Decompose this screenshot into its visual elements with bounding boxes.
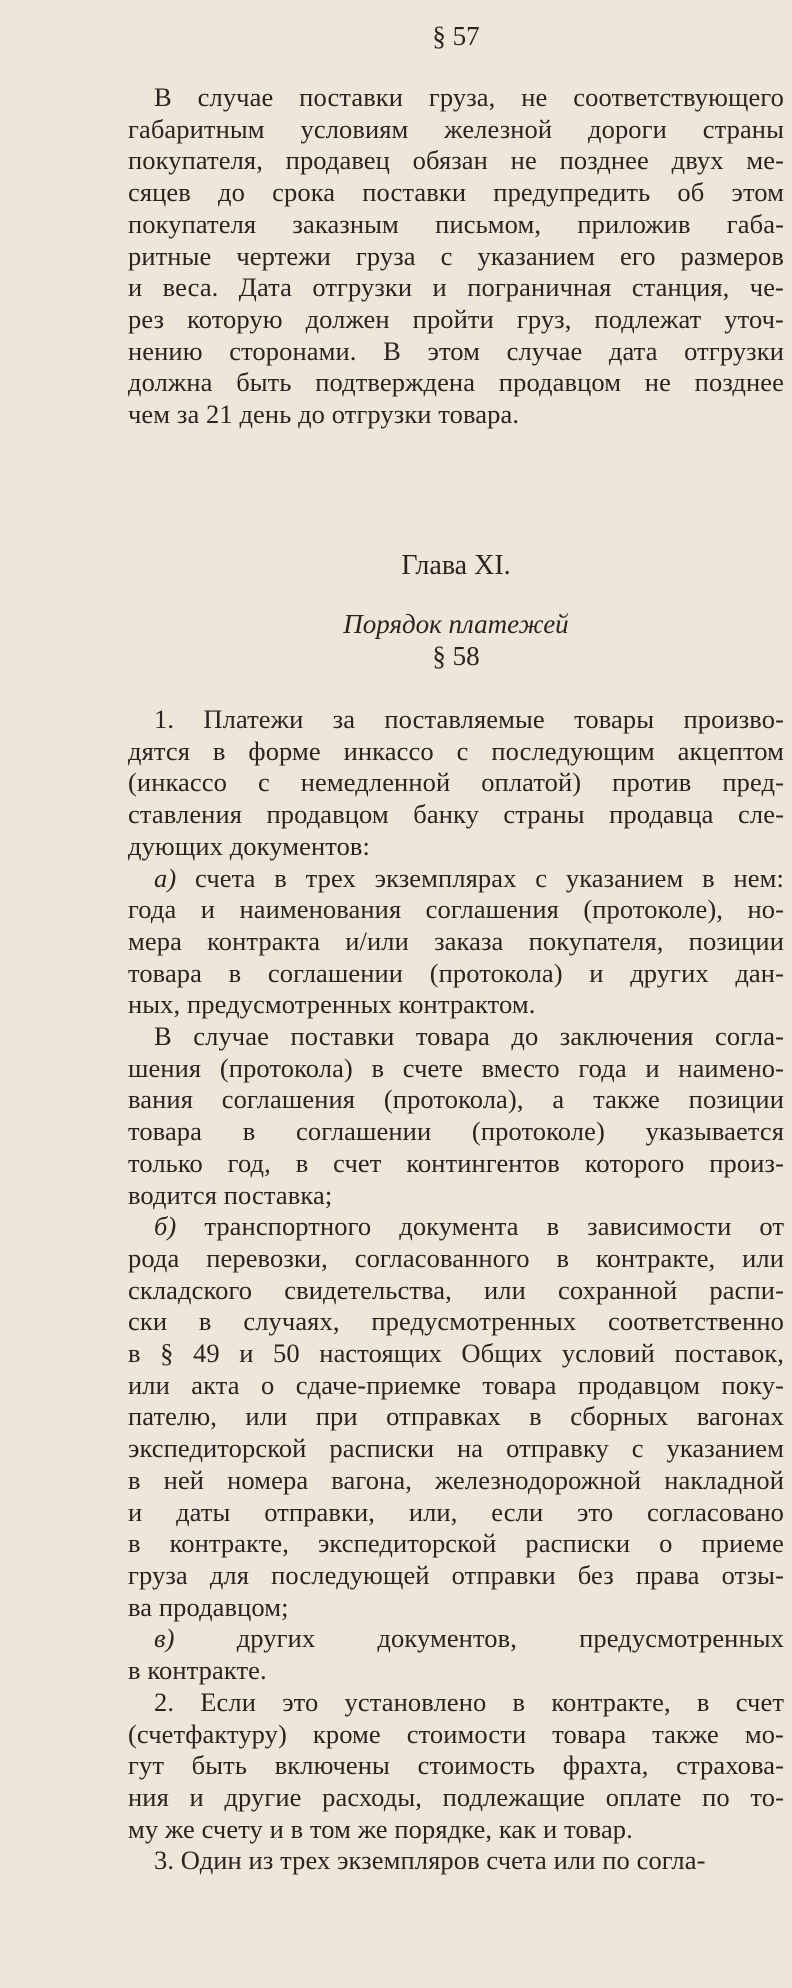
paragraph [128,1021,784,1211]
chapter-title: Глава XI. [401,550,511,581]
text-line [128,863,784,895]
list-letter: а) [154,862,177,893]
line-text: счета в трех экземплярах с указанием в нем: [176,862,784,893]
paragraph [128,1211,784,1623]
text-line: ния и другие расходы, подлежащие оплате по то- [128,1781,784,1812]
text-line: сяцев до срока поставки предупредить об этом [128,177,784,208]
paragraph [128,1687,784,1846]
text-line: в § 49 и 50 настоящих Общих условий поставок, [128,1338,784,1369]
section-58 [128,634,784,1877]
text-line: му же счету и в том же порядке, как и товар. [128,1813,633,1844]
text-line: покупателя заказным письмом, приложив габа- [128,208,784,239]
text-line: 2. Если это установлено в контракте, в счет [154,1686,784,1717]
text-line: чем за 21 день до отгрузки товара. [128,399,520,430]
text-line: мера контракта и/или заказа покупателя, позиции [128,925,784,956]
text-line [128,1211,784,1243]
text-line: рода перевозки, согласованного в контракте, или [128,1242,784,1273]
text-line: 3. Один из трех экземпляров счета или по согла- [154,1845,706,1876]
text-line: товара в соглашении (протокола) и других дан- [128,957,784,988]
text-line: (инкассо с немедленной оплатой) против пред- [128,767,784,798]
text-line: груза для последующей отправки без права отзы- [128,1559,784,1590]
text-line: шения (протокола) в счете вместо года и наимено- [128,1052,784,1083]
section-58-text [128,704,784,1877]
text-line: года и наименования соглашения (протоколе), но- [128,894,784,925]
text-line: гут быть включены стоимость фрахта, страхова- [128,1750,784,1781]
text-line: ритные чертежи груза с указанием его размеров [128,240,784,271]
chapter-subtitle: Порядок платежей [343,609,569,639]
text-line: нению сторонами. В этом случае дата отгрузки [128,335,784,366]
paragraph [128,1845,784,1877]
text-line: габаритным условиям железной дороги страны [128,113,784,144]
text-line: ва продавцом; [128,1591,289,1622]
text-line: (счетфактуру) кроме стоимости товара также мо- [128,1718,784,1749]
text-line: В случае поставки груза, не соответствующего [154,82,784,112]
section-57-heading: § 57 [432,21,480,51]
text-line: ных, предусмотренных контрактом. [128,989,536,1020]
chapter-heading [128,546,784,644]
section-58-heading: § 58 [432,641,480,671]
text-line: и веса. Дата отгрузки и пограничная станция, че- [128,272,784,303]
text-line: 1. Платежи за поставляемые товары произво- [154,704,784,734]
text-line: вания соглашения (протокола), а также позиции [128,1084,784,1115]
text-line: товара в соглашении (протоколе) указывается [128,1116,784,1147]
text-line: ски в случаях, предусмотренных соответственно [128,1306,784,1337]
text-line [128,1623,784,1655]
text-line: покупателя, продавец обязан не позднее двух ме- [128,145,784,176]
line-text: транспортного документа в зависимости от [176,1211,784,1242]
text-line: и даты отправки, или, если это согласовано [128,1496,784,1527]
list-letter: в) [154,1623,175,1654]
text-line: ставления продавцом банку страны продавца сле- [128,799,784,830]
paragraph [128,1623,784,1686]
paragraph [128,704,784,863]
text-line: В случае поставки товара до заключения согла- [154,1021,784,1052]
text-line: в контракте. [128,1655,267,1686]
text-line: складского свидетельства, или сохранной распи- [128,1274,784,1305]
text-line: рез которую должен пройти груз, подлежат уточ- [128,303,784,334]
text-line: пателю, или при отправках в сборных вагонах [128,1401,784,1432]
section-57-text [128,82,784,431]
text-line: дующих документов: [128,830,370,861]
text-line: водится поставка; [128,1179,333,1210]
text-line: только год, в счет контингентов которого произ- [128,1147,784,1178]
line-text: других документов, предусмотренных [174,1623,784,1654]
text-line: или акта о сдаче-приемке товара продавцом поку- [128,1369,784,1400]
text-line: в контракте, экспедиторской расписки о приеме [128,1528,784,1559]
text-line: в ней номера вагона, железнодорожной накладной [128,1464,784,1495]
paragraph [128,863,784,1022]
section-57 [128,14,784,431]
text-line: должна быть подтверждена продавцом не позднее [128,367,784,398]
text-line: экспедиторской расписки на отправку с указанием [128,1433,784,1464]
list-letter: б) [154,1211,177,1242]
text-line: дятся в форме инкассо с последующим акцептом [128,735,784,766]
